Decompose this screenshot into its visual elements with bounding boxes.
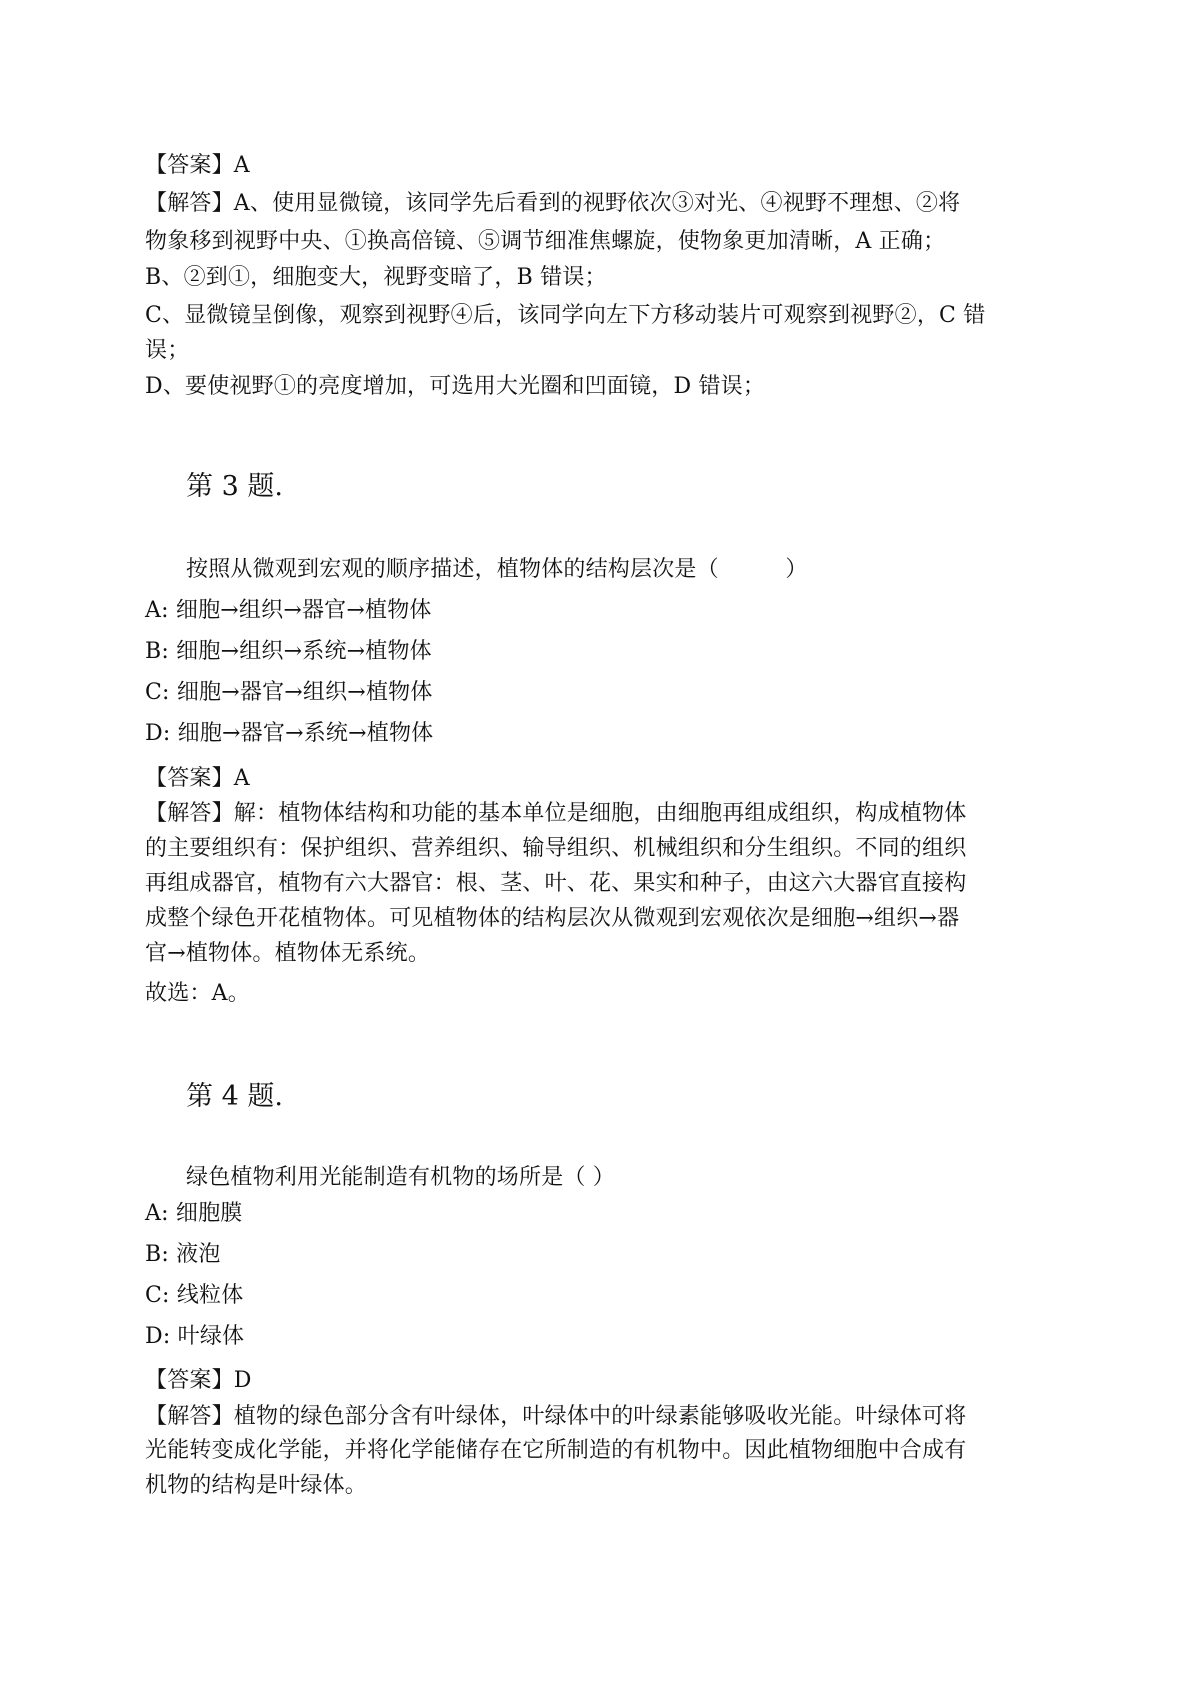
q3-option-c: C: 细胞→器官→组织→植物体 [145,680,433,705]
q4-option-b: B: 液泡 [145,1242,221,1267]
q3-final-choice: 故选：A。 [145,981,250,1006]
q2-explanation-line: C、显微镜呈倒像，观察到视野④后，该同学向左下方移动装片可观察到视野②，C 错 [145,303,986,328]
q4-option-a: A: 细胞膜 [145,1201,243,1226]
q3-option-d: D: 细胞→器官→系统→植物体 [145,721,434,746]
q4-explanation-line: 机物的结构是叶绿体。 [145,1473,368,1498]
q2-explanation-line: 误； [145,338,190,363]
q4-explanation-line: 【解答】植物的绿色部分含有叶绿体，叶绿体中的叶绿素能够吸收光能。叶绿体可将 [145,1404,967,1429]
q3-explanation-line: 的主要组织有：保护组织、营养组织、输导组织、机械组织和分生组织。不同的组织 [145,836,967,861]
q4-answer: 【答案】D [145,1368,252,1393]
q4-heading: 第 4 题. [186,1081,283,1112]
q3-option-b: B: 细胞→组织→系统→植物体 [145,639,432,664]
q3-explanation-line: 再组成器官，植物有六大器官：根、茎、叶、花、果实和种子，由这六大器官直接构 [145,871,967,896]
q4-explanation-line: 光能转变成化学能，并将化学能储存在它所制造的有机物中。因此植物细胞中合成有 [145,1438,967,1463]
q2-answer: 【答案】A [145,153,250,178]
q4-stem: 绿色植物利用光能制造有机物的场所是（ ） [186,1165,615,1190]
q3-answer: 【答案】A [145,766,250,791]
q4-option-c: C: 线粒体 [145,1283,244,1308]
q2-explanation-line: B、②到①，细胞变大，视野变暗了，B 错误； [145,265,607,290]
q3-explanation-line: 成整个绿色开花植物体。可见植物体的结构层次从微观到宏观依次是细胞→组织→器 [145,906,960,931]
q2-explanation-line: 【解答】A、使用显微镜，该同学先后看到的视野依次③对光、④视野不理想、②将 [145,191,961,216]
q3-stem: 按照从微观到宏观的顺序描述，植物体的结构层次是（ ） [186,557,808,582]
q3-heading: 第 3 题. [186,471,283,502]
q2-explanation-line: 物象移到视野中央、①换高倍镜、⑤调节细准焦螺旋，使物象更加清晰，A 正确； [145,229,946,254]
q3-explanation-line: 官→植物体。植物体无系统。 [145,941,431,966]
q3-option-a: A: 细胞→组织→器官→植物体 [145,598,432,623]
q4-option-d: D: 叶绿体 [145,1324,245,1349]
q3-explanation-line: 【解答】解：植物体结构和功能的基本单位是细胞，由细胞再组成组织，构成植物体 [145,801,967,826]
q2-explanation-line: D、要使视野①的亮度增加，可选用大光圈和凹面镜，D 错误； [145,374,766,399]
